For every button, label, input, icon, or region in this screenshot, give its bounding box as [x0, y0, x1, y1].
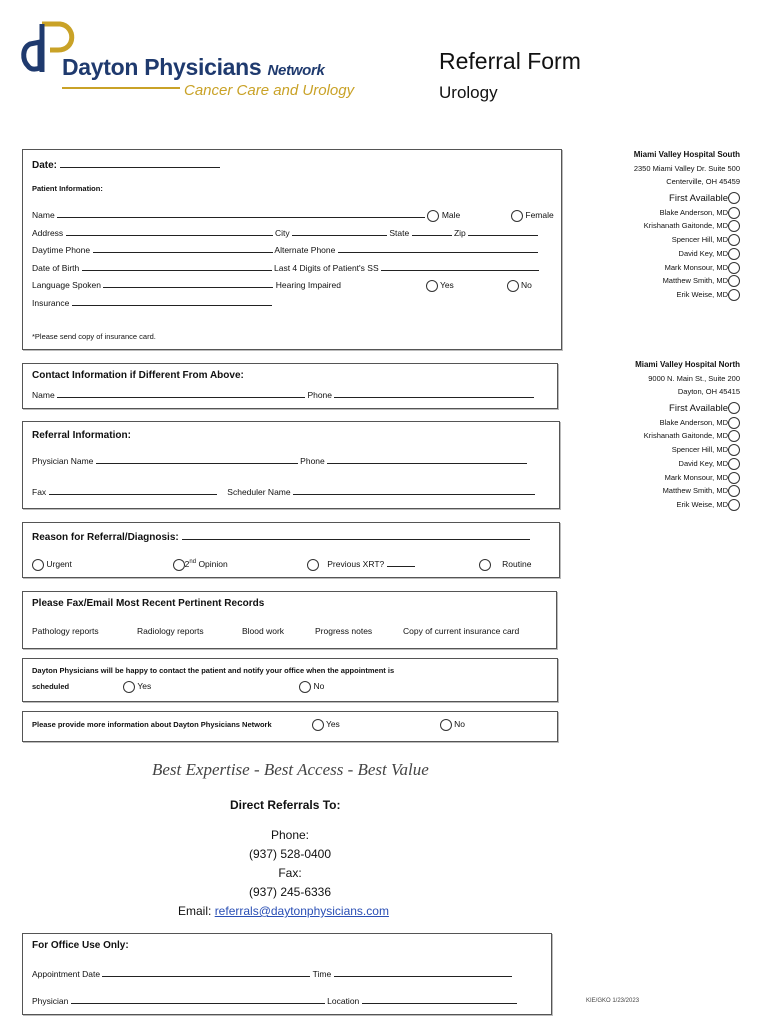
appt-field[interactable]	[102, 967, 310, 977]
option-label: David Key, MD	[678, 248, 728, 258]
insurance-label: Insurance	[32, 298, 70, 308]
option-label: First Available	[669, 403, 728, 414]
email-label: Email:	[178, 904, 212, 918]
previous-xrt-label: Previous XRT?	[327, 559, 385, 569]
dob-row	[32, 261, 539, 273]
contact-name-label: Name	[32, 390, 55, 400]
urgent-radio[interactable]	[32, 559, 44, 571]
routine-radio[interactable]	[479, 559, 491, 571]
option-row	[560, 457, 740, 471]
option-label: First Available	[669, 193, 728, 204]
option-radio[interactable]	[728, 444, 740, 456]
contact-phone-field[interactable]	[334, 388, 534, 398]
location-south	[560, 150, 740, 302]
name-row	[32, 208, 554, 222]
contact-row	[32, 388, 534, 400]
option-row	[560, 429, 740, 443]
option-row	[560, 402, 740, 416]
name-label: Name	[32, 210, 55, 220]
time-label: Time	[312, 969, 332, 979]
option-label: Blake Anderson, MD	[659, 417, 728, 427]
fax-row	[32, 485, 535, 497]
option-label: Erik Weise, MD	[676, 499, 728, 509]
more-info-row	[32, 719, 465, 731]
record-item: Copy of current insurance card	[403, 626, 520, 636]
appt-row	[32, 967, 512, 979]
hearing-yes-label: Yes	[439, 280, 454, 290]
referral-title: Referral Information:	[32, 430, 131, 441]
location-address-2: Dayton, OH 45415	[677, 387, 740, 396]
notify-box	[22, 658, 558, 702]
ssn-field[interactable]	[381, 261, 539, 271]
brand-tagline: Cancer Care and Urology	[180, 82, 354, 99]
name-field[interactable]	[57, 208, 425, 218]
dob-label: Date of Birth	[32, 263, 80, 273]
option-row	[560, 288, 740, 302]
patient-section-label: Patient Information:	[32, 184, 103, 193]
hearing-no-radio[interactable]	[507, 280, 519, 292]
option-radio[interactable]	[728, 499, 740, 511]
location-address-1: 9000 N. Main St., Suite 200	[648, 374, 740, 383]
reason-row	[32, 530, 530, 543]
footer-code: KIE/GKO 1/23/2023	[586, 998, 640, 1004]
state-label: State	[389, 228, 410, 238]
page-subtitle: Urology	[439, 83, 498, 102]
option-row	[560, 192, 740, 206]
option-radio[interactable]	[728, 220, 740, 232]
location-north	[560, 360, 740, 512]
location-field[interactable]	[362, 994, 517, 1004]
option-label: Matthew Smith, MD	[662, 276, 728, 286]
second-opinion-label: 2nd Opinion	[184, 559, 228, 569]
option-label: David Key, MD	[678, 458, 728, 468]
option-row	[560, 274, 740, 288]
appt-label: Appointment Date	[32, 969, 101, 979]
hearing-yes-radio[interactable]	[426, 280, 438, 292]
option-label: Erik Weise, MD	[676, 289, 728, 299]
option-label: Spencer Hill, MD	[671, 235, 728, 245]
hearing-label: Hearing Impaired	[275, 280, 341, 290]
physician-label: Physician Name	[32, 456, 94, 466]
option-radio[interactable]	[728, 430, 740, 442]
language-field[interactable]	[103, 278, 273, 288]
hearing-no-label: No	[520, 280, 532, 290]
direct-contact	[170, 826, 410, 921]
time-field[interactable]	[334, 967, 512, 977]
phone-number: (937) 528-0400	[248, 847, 332, 861]
option-radio[interactable]	[728, 207, 740, 219]
slogan: Best Expertise - Best Access - Best Value	[152, 760, 429, 779]
fax-label: Fax	[32, 487, 47, 497]
insurance-note: *Please send copy of insurance card.	[32, 332, 156, 341]
physician-options	[560, 192, 740, 302]
scheduler-field[interactable]	[293, 485, 535, 495]
more-info-yes-radio[interactable]	[312, 719, 324, 731]
option-row	[560, 247, 740, 261]
records-title: Please Fax/Email Most Recent Pertinent Records	[32, 598, 265, 609]
daytime-phone-field[interactable]	[93, 243, 273, 253]
notify-text: Dayton Physicians will be happy to contact the patient and notify your office when the appointment is	[32, 666, 395, 675]
record-item: Blood work	[242, 626, 285, 636]
physician-row	[32, 454, 527, 466]
address-label: Address	[32, 228, 64, 238]
city-field[interactable]	[292, 226, 387, 236]
urgent-label: Urgent	[46, 559, 72, 569]
scheduler-label: Scheduler Name	[227, 487, 291, 497]
option-radio[interactable]	[728, 192, 740, 204]
fax-label: Fax:	[278, 866, 302, 880]
second-opinion-radio[interactable]	[173, 559, 185, 571]
zip-field[interactable]	[468, 226, 538, 236]
fax-field[interactable]	[49, 485, 217, 495]
contact-phone-label: Phone	[307, 390, 333, 400]
option-radio[interactable]	[728, 472, 740, 484]
option-row	[560, 471, 740, 485]
more-info-no-radio[interactable]	[440, 719, 452, 731]
office-physician-label: Physician	[32, 996, 69, 1006]
date-row	[32, 158, 220, 171]
insurance-field[interactable]	[72, 296, 272, 306]
reason-field[interactable]	[182, 530, 530, 540]
option-label: Matthew Smith, MD	[662, 486, 728, 496]
insurance-row	[32, 296, 272, 308]
female-label: Female	[525, 210, 554, 220]
option-radio[interactable]	[728, 417, 740, 429]
ssn-label: Last 4 Digits of Patient's SS	[274, 263, 379, 273]
contact-title: Contact Information if Different From Above:	[32, 370, 244, 381]
option-radio[interactable]	[728, 248, 740, 260]
date-field[interactable]	[60, 158, 220, 168]
language-row	[32, 278, 532, 292]
option-row	[560, 484, 740, 498]
option-radio[interactable]	[728, 275, 740, 287]
daytime-phone-label: Daytime Phone	[32, 245, 91, 255]
option-radio[interactable]	[728, 234, 740, 246]
option-row	[560, 261, 740, 275]
notify-text-2: scheduled	[32, 682, 70, 691]
record-item: Radiology reports	[137, 626, 204, 636]
notify-yes-label: Yes	[137, 681, 152, 691]
option-label: Mark Monsour, MD	[664, 472, 728, 482]
dob-field[interactable]	[82, 261, 272, 271]
option-row	[560, 498, 740, 512]
more-info-text: Please provide more information about Dayton Physicians Network	[32, 720, 272, 729]
phone-row	[32, 243, 538, 255]
option-label: Spencer Hill, MD	[671, 445, 728, 455]
routine-label: Routine	[502, 559, 532, 569]
reason-title: Reason for Referral/Diagnosis:	[32, 532, 179, 543]
location-address-2: Centerville, OH 45459	[666, 177, 740, 186]
male-label: Male	[441, 210, 461, 220]
female-radio[interactable]	[511, 210, 523, 222]
option-row	[560, 443, 740, 457]
city-label: City	[274, 228, 290, 238]
option-radio[interactable]	[728, 485, 740, 497]
option-radio[interactable]	[728, 458, 740, 470]
referral-phone-label: Phone	[300, 456, 325, 466]
email-link[interactable]: referrals@daytonphysicians.com	[214, 904, 389, 918]
office-physician-field[interactable]	[71, 994, 325, 1004]
alternate-phone-label: Alternate Phone	[274, 245, 336, 255]
physician-options	[560, 402, 740, 512]
record-item: Pathology reports	[32, 626, 99, 636]
option-row	[560, 233, 740, 247]
email-row	[170, 902, 410, 921]
office-physician-row	[32, 994, 517, 1006]
reason-options	[32, 557, 531, 571]
location-label: Location	[327, 996, 360, 1006]
brand-name: Dayton Physicians Network	[62, 54, 325, 80]
record-item: Progress notes	[315, 626, 373, 636]
brand-name-suffix: Network	[267, 62, 325, 79]
referral-phone-field[interactable]	[327, 454, 527, 464]
address-row	[32, 226, 538, 238]
state-field[interactable]	[412, 226, 452, 236]
logo	[20, 20, 360, 105]
direct-title: Direct Referrals To:	[230, 798, 341, 812]
notify-no-radio[interactable]	[299, 681, 311, 693]
office-title: For Office Use Only:	[32, 940, 129, 951]
address-field[interactable]	[66, 226, 273, 236]
zip-label: Zip	[453, 228, 466, 238]
option-row	[560, 219, 740, 233]
option-label: Mark Monsour, MD	[664, 262, 728, 272]
option-row	[560, 206, 740, 220]
previous-xrt-field[interactable]	[387, 557, 415, 567]
fax-number: (937) 245-6336	[248, 885, 332, 899]
date-label: Date:	[32, 160, 58, 171]
more-info-yes-label: Yes	[325, 719, 340, 729]
location-name: Miami Valley Hospital South	[633, 150, 740, 159]
option-radio[interactable]	[728, 262, 740, 274]
location-name: Miami Valley Hospital North	[635, 360, 740, 369]
language-label: Language Spoken	[32, 280, 102, 290]
option-row	[560, 416, 740, 430]
option-label: Krishanath Gaitonde, MD	[643, 221, 728, 231]
phone-label: Phone:	[270, 828, 310, 842]
previous-xrt-radio[interactable]	[307, 559, 319, 571]
option-radio[interactable]	[728, 402, 740, 414]
notify-yes-radio[interactable]	[123, 681, 135, 693]
notify-no-label: No	[313, 681, 325, 691]
alternate-phone-field[interactable]	[338, 243, 538, 253]
male-radio[interactable]	[427, 210, 439, 222]
page-title: Referral Form	[439, 48, 581, 74]
location-address-1: 2350 Miami Valley Dr. Suite 500	[633, 164, 740, 173]
physician-field[interactable]	[96, 454, 298, 464]
option-radio[interactable]	[728, 289, 740, 301]
contact-name-field[interactable]	[57, 388, 305, 398]
option-label: Krishanath Gaitonde, MD	[643, 431, 728, 441]
notify-row	[32, 681, 324, 693]
more-info-no-label: No	[454, 719, 465, 729]
option-label: Blake Anderson, MD	[659, 207, 728, 217]
